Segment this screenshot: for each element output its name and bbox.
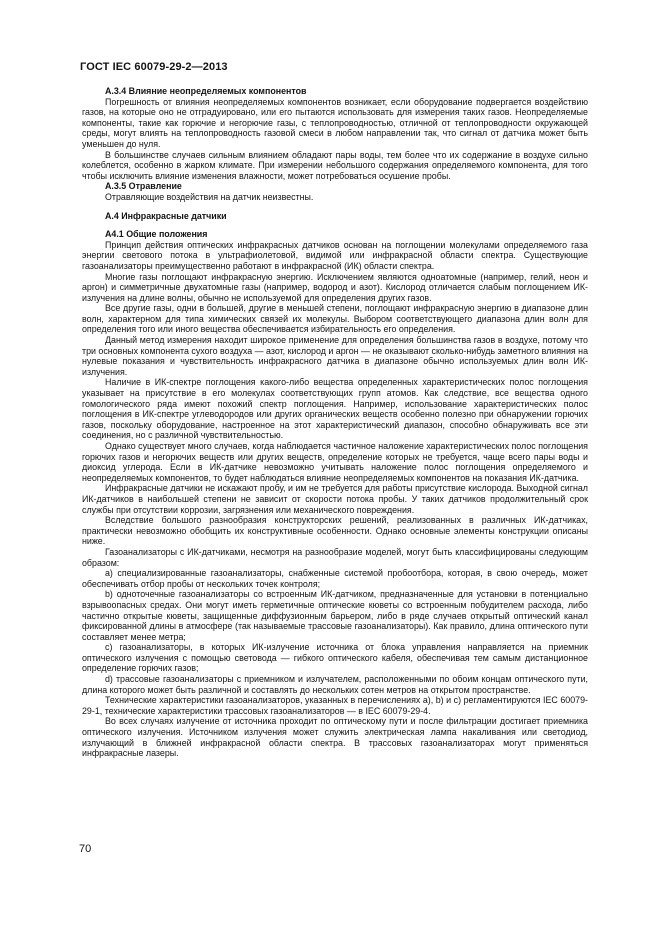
paragraph: Однако существует много случаев, когда наблюдается частичное наложение характеристических полос поглощения горючих газов и негорючих веществ или других веществ, определение которых не требуется, чаще всего пары воды и диоксид углерода. Если в ИК-датчике невозможно учитывать наложение полос поглощения определяемого и неопределяемых компонентов, то будет наблюдаться влияние неопределяемых компонентов на показания ИК-датчика.	[82, 441, 588, 483]
paragraph: Все другие газы, одни в большей, другие в меньшей степени, поглощают инфракрасную энергию в диапазоне длин волн, характерном для типа химических связей их молекулы. Выбором соответствующего диапазона длин волн для определения того или иного вещества обеспечивается избирательность его определения.	[82, 303, 588, 335]
document-header: ГОСТ IEC 60079-29-2—2013	[80, 61, 228, 73]
section-heading: А.3.5 Отравление	[105, 181, 182, 192]
paragraph: Газоанализаторы с ИК-датчиками, несмотря на разнообразие моделей, могут быть классифицированы следующим образом:	[82, 546, 588, 568]
list-item: d) трассовые газоанализаторы с приемником и излучателем, расположенными по обоим концам оптического пути, длина которого может быть различной и составлять до нескольких сотен метров на открытом пространстве.	[82, 674, 588, 695]
paragraph: Данный метод измерения находит широкое применение для определения большинства газов в воздухе, потому что три основных компонента сухого воздуха — азот, кислород и аргон — не оказывают сколько-нибудь заметного влияния на нулевые показания и чувствительность инфракрасного датчика в диапазоне обычно используемых длин волн ИК-излучения.	[82, 335, 589, 377]
section-heading: А.3.4 Влияние неопределяемых компонентов	[105, 86, 307, 96]
document-body	[82, 86, 588, 759]
paragraph: Инфракрасные датчики не искажают пробу, и им не требуется для работы присутствие кислорода. Выходной сигнал ИК-датчиков в наибольшей степени не зависит от скорости потока пробы. У таких датчиков продолжительный срок службы при отсутствии коррозии, загрязнения или механического повреждения.	[82, 483, 588, 515]
paragraph: Технические характеристики газоанализаторов, указанных в перечислениях a), b) и c) регламентируются IEC 60079-29-1, технические характеристики трассовых газоанализаторов — в IEC 60079-29-4.	[82, 695, 588, 716]
list-item: b) одноточечные газоанализаторы со встроенным ИК-датчиком, предназначенные для установки в потенциально взрывоопасных средах. Они могут иметь герметичные оптические кюветы со встроенным побудителем расхода, либо частично открытые кюветы, защищенные диффузионным барьером, либо в ряде случаев открытый оптический канал фиксированной длины в атмосфере (так называемые трассовые газоанализаторы). Как правило, длина оптического пути составляет менее метра;	[82, 589, 588, 642]
section-heading: А.4 Инфракрасные датчики	[105, 210, 227, 221]
paragraph: Наличие в ИК-спектре поглощения какого-либо вещества определенных характеристических полос поглощения указывает на присутствие в его молекулах соответствующих групп атомов. Как следствие, все вещества одного гомологического ряда имеют похожий спектр поглощения. Например, использование характеристических полос поглощения в ИК-спектре углеводородов или других органических веществ особенно полезно при обнаружении горючих газов, поскольку оборудование, настроенное на этот характеристический диапазон, способно обнаруживать все эти соединения, но с различной чувствительностью.	[82, 377, 588, 441]
section-heading: А4.1 Общие положения	[105, 229, 208, 240]
paragraph: Погрешность от влияния неопределяемых компонентов возникает, если оборудование подвергается воздействию газов, на которые оно не отградуировано, или его пытаются использовать для измерения таких газов. Неопределяемые компоненты, такие как горючие и негорючие газы, с теплопроводностью, отличной от теплопроводности окружающей среды, могут влиять на теплопроводность газовой смеси в любом направлении так, что сигнал от датчика может быть уменьшен до нуля.	[82, 96, 588, 149]
paragraph: Вследствие большого разнообразия конструкторских решений, реализованных в различных ИК-датчиках, практически невозможно обобщить их конструктивные особенности. Однако основные элементы конструкции описаны ниже.	[82, 515, 588, 547]
list-item: a) специализированные газоанализаторы, снабженные системой пробоотбора, которая, в свою очередь, может обеспечивать отбор пробы от нескольких точек контроля;	[82, 568, 588, 589]
paragraph: Отравляющие воздействия на датчик неизвестны.	[105, 191, 314, 202]
page-number: 70	[79, 843, 92, 855]
paragraph: В большинстве случаев сильным влиянием обладают пары воды, тем более что их содержание в воздухе сильно колеблется, особенно в жарком климате. При измерении небольшого содержания определяемого компонента, для того чтобы исключить влияние изменения влажности, может потребоваться осушение пробы.	[82, 149, 588, 181]
paragraph: Многие газы поглощают инфракрасную энергию. Исключением являются одноатомные (например, гелий, неон и аргон) и симметричные двухатомные газы (например, водород и азот). Кислород отличается слабым поглощением ИК-излучения на длине волны, обычно не используемой для определения других газов.	[82, 271, 588, 303]
list-item: c) газоанализаторы, в которых ИК-излучение источника от блока управления направляется на приемник оптического излучения с помощью световода — гибкого оптического кабеля, обеспечивая тем самым дистанционное определение горючих газов;	[82, 642, 588, 674]
paragraph: Принцип действия оптических инфракрасных датчиков основан на поглощении молекулами определяемого газа энергии светового потока в ультрафиолетовой, видимой или инфракрасной области спектра. Существующие газоанализаторы преимущественно работают в инфракрасной (ИК) области спектра.	[82, 239, 588, 271]
paragraph: Во всех случаях излучение от источника проходит по оптическому пути и после фильтрации достигает приемника оптического излучения. Источником излучения может служить электрическая лампа накаливания или светодиод, излучающий в ближней инфракрасной области спектра. В трассовых газоанализаторах могут применяться инфракрасные лазеры.	[82, 716, 588, 759]
